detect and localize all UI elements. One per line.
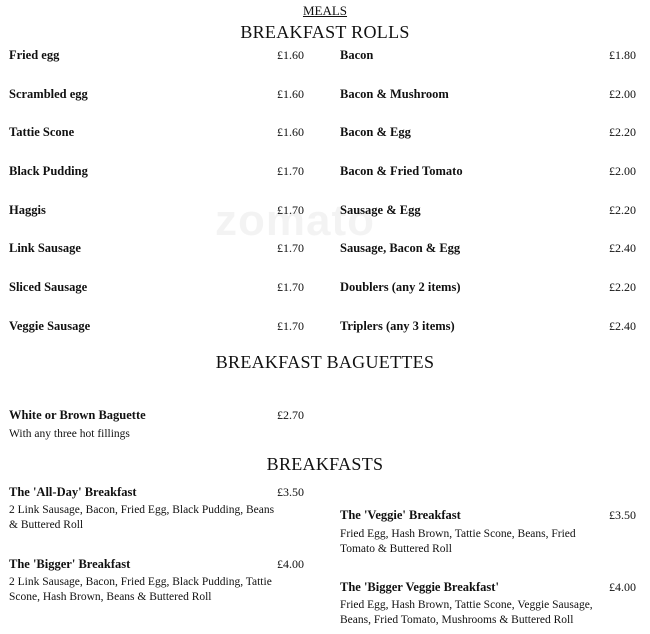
breakfast-item-description: 2 Link Sausage, Bacon, Fried Egg, Black Pudding, Tattie Scone, Hash Brown, Beans & Buttered Roll: [9, 576, 272, 603]
breakfast-rolls-title: BREAKFAST ROLLS: [240, 22, 410, 42]
roll-item-price: £1.60: [277, 87, 304, 101]
roll-item-price: £1.70: [277, 280, 304, 294]
roll-item-price: £2.40: [609, 319, 636, 333]
breakfast-item-description: Fried Egg, Hash Brown, Tattie Scone, Veggie Sausage, Beans, Fried Tomato, Mushrooms & Buttered Roll: [340, 599, 593, 626]
breakfast-item-name: The 'Bigger' Breakfast: [9, 557, 131, 571]
baguette-item-price: £2.70: [277, 408, 304, 422]
breakfast-item-description: 2 Link Sausage, Bacon, Fried Egg, Black Pudding, Beans & Buttered Roll: [9, 504, 275, 531]
breakfast-item-price: £4.00: [609, 580, 636, 594]
roll-item-name: Haggis: [9, 203, 46, 217]
roll-item-price: £2.00: [609, 87, 636, 101]
roll-item-name: Bacon & Mushroom: [340, 87, 449, 101]
breakfast-item-name: The 'Bigger Veggie Breakfast': [340, 580, 499, 594]
roll-item-name: Bacon & Egg: [340, 125, 411, 139]
breakfasts-title: BREAKFASTS: [266, 454, 384, 474]
roll-item-name: Bacon: [340, 48, 374, 62]
breakfast-item-description: Fried Egg, Hash Brown, Tattie Scone, Beans, Fried Tomato & Buttered Roll: [340, 528, 576, 555]
roll-item-price: £1.70: [277, 203, 304, 217]
roll-item-price: £1.60: [277, 48, 304, 62]
breakfast-item-price: £3.50: [277, 485, 304, 499]
baguette-item-description: With any three hot fillings: [9, 428, 130, 440]
breakfast-baguettes-title: BREAKFAST BAGUETTES: [215, 352, 435, 372]
roll-item-name: Sausage & Egg: [340, 203, 421, 217]
roll-item-name: Link Sausage: [9, 241, 81, 255]
roll-item-price: £2.20: [609, 280, 636, 294]
roll-item-name: Bacon & Fried Tomato: [340, 164, 463, 178]
roll-item-name: Tattie Scone: [9, 125, 75, 139]
roll-item-name: Veggie Sausage: [9, 319, 91, 333]
breakfast-item-price: £4.00: [277, 557, 304, 571]
roll-item-price: £2.20: [609, 125, 636, 139]
roll-item-name: Scrambled egg: [9, 87, 88, 101]
roll-item-price: £2.20: [609, 203, 636, 217]
breakfast-item-name: The 'Veggie' Breakfast: [340, 508, 461, 522]
roll-item-price: £1.80: [609, 48, 636, 62]
breakfast-item-price: £3.50: [609, 508, 636, 522]
roll-item-name: Doublers (any 2 items): [340, 280, 461, 294]
roll-item-name: Triplers (any 3 items): [340, 319, 455, 333]
roll-item-price: £1.60: [277, 125, 304, 139]
roll-item-price: £1.70: [277, 241, 304, 255]
roll-item-price: £2.40: [609, 241, 636, 255]
breakfast-item-name: The 'All-Day' Breakfast: [9, 485, 137, 499]
roll-item-price: £1.70: [277, 319, 304, 333]
roll-item-price: £1.70: [277, 164, 304, 178]
roll-item-price: £2.00: [609, 164, 636, 178]
baguette-item-name: White or Brown Baguette: [9, 408, 146, 422]
roll-item-name: Sliced Sausage: [9, 280, 88, 294]
roll-item-name: Black Pudding: [9, 164, 88, 178]
roll-item-name: Sausage, Bacon & Egg: [340, 241, 461, 255]
meals-heading: MEALS: [302, 3, 348, 18]
roll-item-name: Fried egg: [9, 48, 60, 62]
